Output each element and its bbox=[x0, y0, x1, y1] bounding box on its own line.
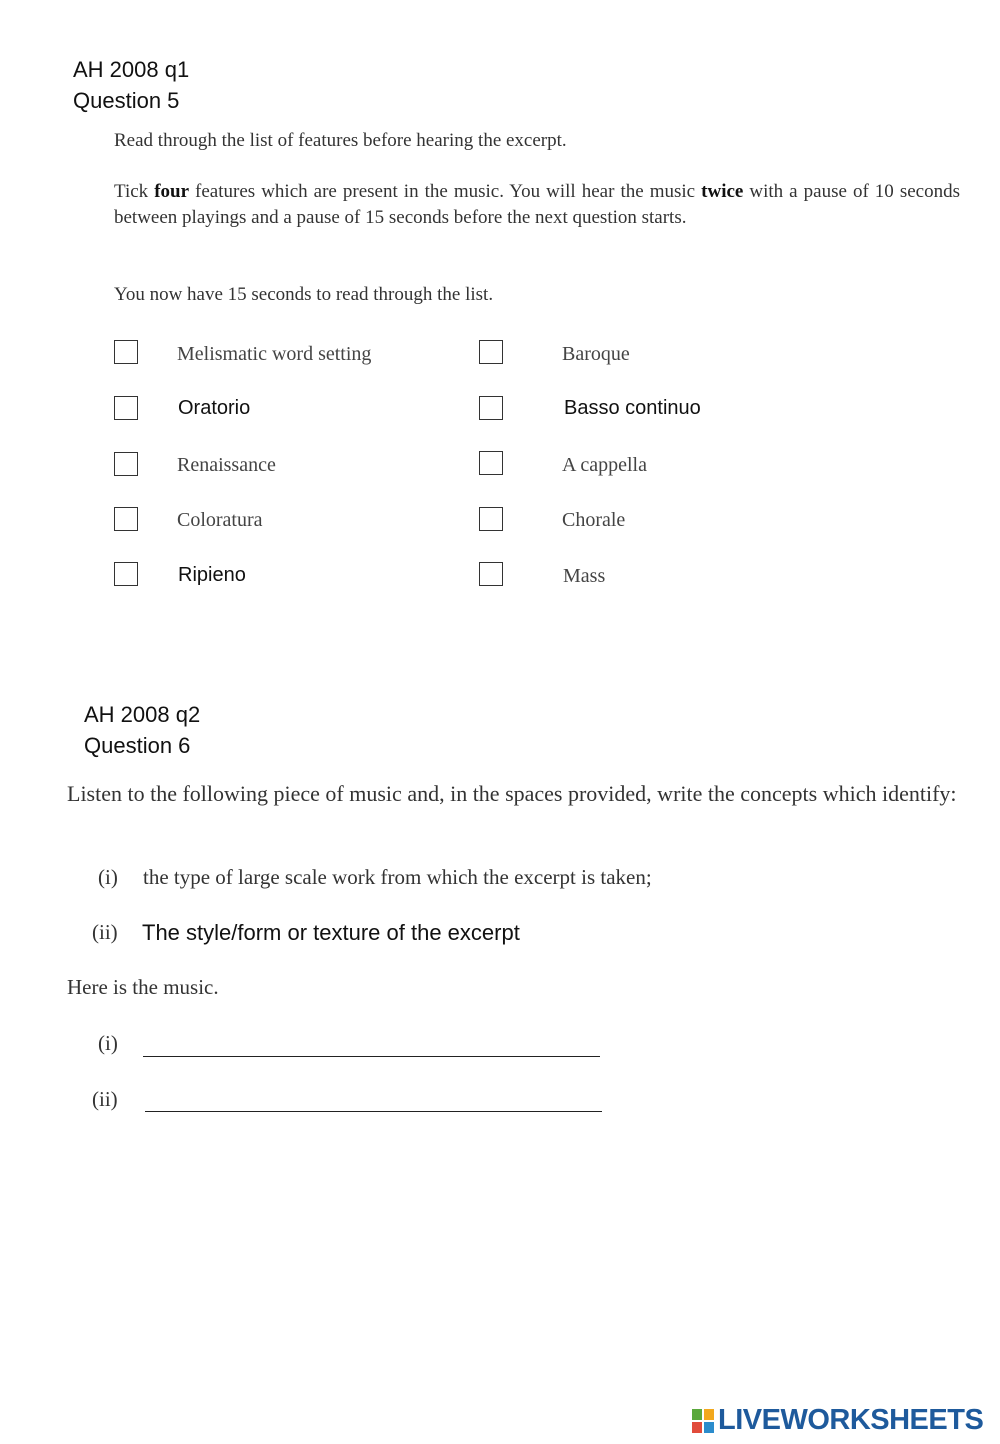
q2-part-i-label: (i) bbox=[98, 865, 118, 889]
option-basso-continuo-label: Basso continuo bbox=[564, 397, 701, 419]
q2-part-i-text: the type of large scale work from which the excerpt is taken; bbox=[143, 865, 652, 889]
liveworksheets-logo-icon bbox=[692, 1407, 716, 1435]
option-coloratura-label: Coloratura bbox=[177, 509, 263, 531]
checkbox-mass[interactable] bbox=[479, 562, 503, 586]
answer-ii-label: (ii) bbox=[92, 1087, 118, 1111]
checkbox-baroque[interactable] bbox=[479, 340, 503, 364]
checkbox-coloratura[interactable] bbox=[114, 507, 138, 531]
checkbox-ripieno[interactable] bbox=[114, 562, 138, 586]
q2-question-number: Question 6 bbox=[84, 733, 191, 758]
option-renaissance-label: Renaissance bbox=[177, 454, 276, 476]
q2-part-ii-label: (ii) bbox=[92, 920, 118, 944]
checkbox-renaissance[interactable] bbox=[114, 452, 138, 476]
q2-instruction: Listen to the following piece of music and, in the spaces provided, write the concepts which identify: bbox=[67, 781, 957, 806]
answer-ii-input[interactable] bbox=[145, 1083, 602, 1112]
answer-i-input[interactable] bbox=[143, 1028, 600, 1057]
option-melismatic-label: Melismatic word setting bbox=[177, 343, 372, 365]
q2-part-ii-text: The style/form or texture of the excerpt bbox=[142, 920, 520, 945]
option-chorale-label: Chorale bbox=[562, 509, 626, 531]
q2-here-is-music: Here is the music. bbox=[67, 975, 219, 999]
q1-question-number: Question 5 bbox=[73, 88, 180, 113]
answer-i-label: (i) bbox=[98, 1031, 118, 1055]
checkbox-a-cappella[interactable] bbox=[479, 451, 503, 475]
q1-source: AH 2008 q1 bbox=[73, 57, 190, 82]
option-oratorio-label: Oratorio bbox=[178, 397, 251, 419]
q1-read-time: You now have 15 seconds to read through the list. bbox=[114, 284, 494, 305]
option-ripieno-label: Ripieno bbox=[178, 564, 246, 586]
q1-intro: Read through the list of features before hearing the excerpt. bbox=[114, 130, 567, 151]
option-a-cappella-label: A cappella bbox=[562, 454, 647, 476]
checkbox-basso-continuo[interactable] bbox=[479, 396, 503, 420]
q2-source: AH 2008 q2 bbox=[84, 702, 201, 727]
checkbox-melismatic[interactable] bbox=[114, 340, 138, 364]
q1-tick-instruction: Tick four features which are present in the music. You will hear the music twice with a pause of 10 seconds between playings and a pause of 15 seconds before the next question starts. bbox=[114, 181, 960, 228]
checkbox-oratorio[interactable] bbox=[114, 396, 138, 420]
liveworksheets-logo bbox=[692, 1404, 983, 1437]
option-mass-label: Mass bbox=[563, 565, 606, 587]
checkbox-chorale[interactable] bbox=[479, 507, 503, 531]
liveworksheets-brand: LIVEWORKSHEETS bbox=[718, 1404, 984, 1436]
option-baroque-label: Baroque bbox=[562, 343, 630, 365]
